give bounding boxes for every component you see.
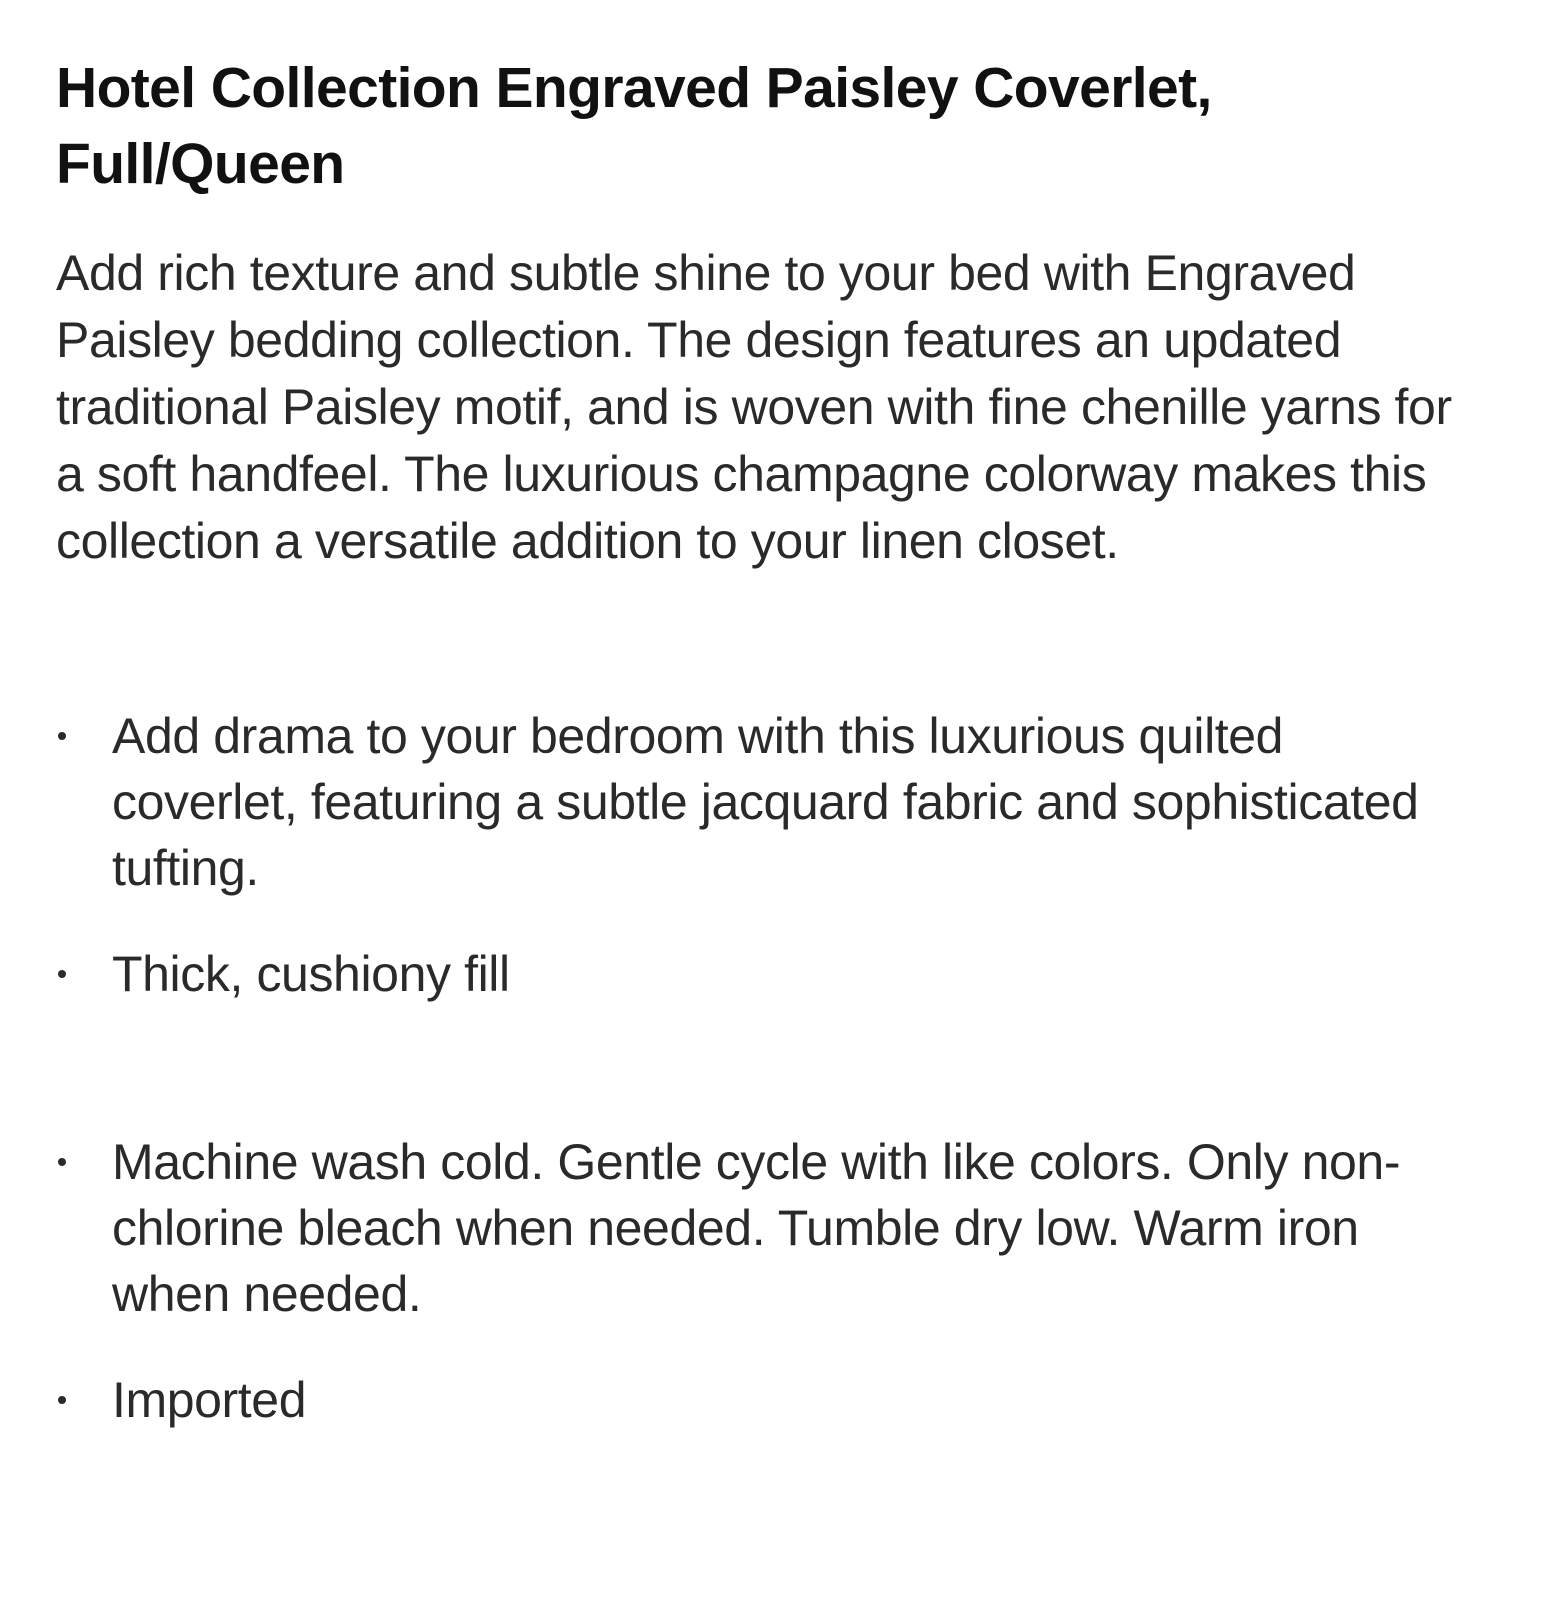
bullet-icon [58,1396,66,1404]
feature-text: Machine wash cold. Gentle cycle with like colors. Only non-chlorine bleach when needed. Tumble dry low. Warm iron when needed. [112,1134,1401,1322]
feature-item [56,1367,1476,1433]
feature-list [56,703,1476,1433]
feature-text: Add drama to your bedroom with this luxurious quilted coverlet, featuring a subtle jacquard fabric and sophisticated tufting. [112,708,1419,896]
product-title: Hotel Collection Engraved Paisley Coverlet, Full/Queen [56,56,1212,196]
bullet-icon [58,732,66,740]
feature-text: Thick, cushiony fill [112,946,510,1002]
bullet-icon [58,1158,66,1166]
feature-item [56,941,1476,1007]
feature-text: Imported [112,1372,307,1428]
product-details [56,50,1476,1433]
product-description: Add rich texture and subtle shine to your bed with Engraved Paisley bedding collection. The design features an updated traditional Paisley motif, and is woven with fine chenille yarns for a soft handfeel. The luxurious champagne colorway makes this collection a versatile addition to your linen closet. [56,245,1452,569]
feature-item [56,1129,1476,1327]
bullet-icon [58,970,66,978]
feature-item [56,703,1476,901]
